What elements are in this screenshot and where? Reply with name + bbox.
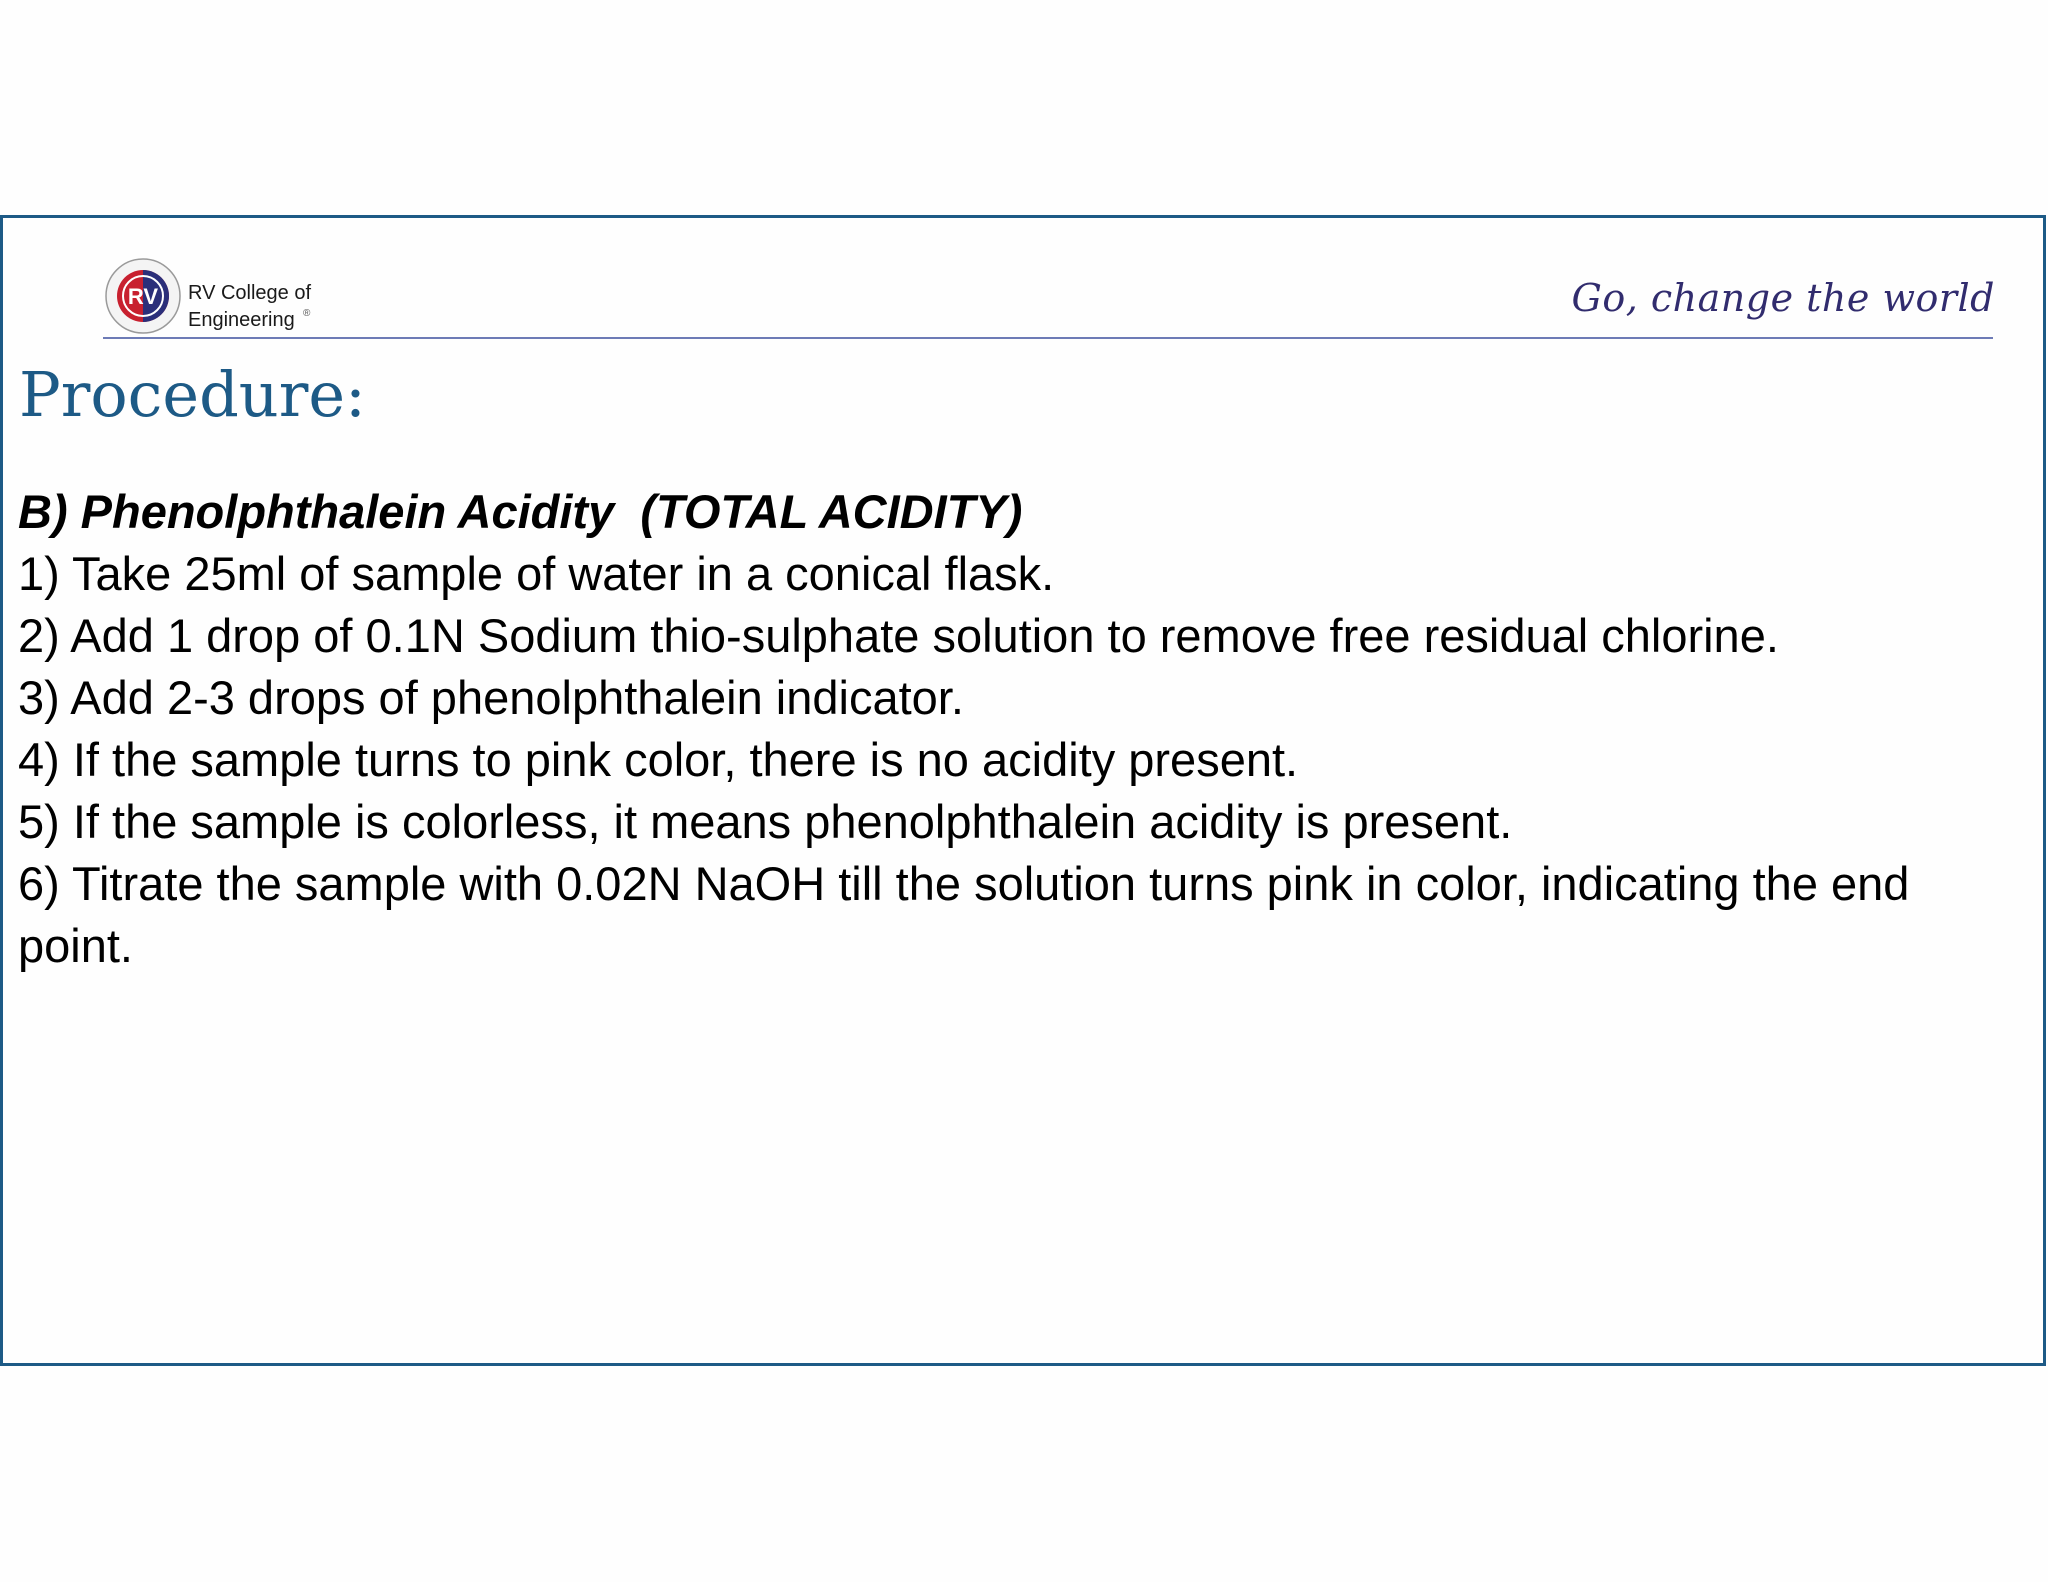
registered-mark: ® xyxy=(303,308,311,319)
slide-header xyxy=(103,246,1995,336)
rvce-logo xyxy=(103,256,183,336)
tagline: Go, change the world xyxy=(1571,276,1995,320)
section-heading: B) Phenolphthalein Acidity (TOTAL ACIDITY) xyxy=(18,485,1023,538)
institution-name xyxy=(188,280,311,334)
institution-name-line2: Engineering xyxy=(188,309,295,331)
procedure-step: 6) Titrate the sample with 0.02N NaOH till the solution turns pink in color, indicating the end point. xyxy=(18,857,1910,972)
procedure-step: 1) Take 25ml of sample of water in a conical flask. xyxy=(18,547,1055,600)
header-divider xyxy=(103,337,1993,339)
rvce-logo-icon xyxy=(103,256,183,336)
institution-name-line1: RV College of xyxy=(188,282,312,304)
procedure-step: 5) If the sample is colorless, it means phenolphthalein acidity is present. xyxy=(18,795,1513,848)
procedure-step: 3) Add 2-3 drops of phenolphthalein indicator. xyxy=(18,671,964,724)
slide-frame xyxy=(0,215,2046,1366)
procedure-step: 4) If the sample turns to pink color, there is no acidity present. xyxy=(18,733,1299,786)
slide-title: Procedure: xyxy=(19,358,366,431)
procedure-content xyxy=(18,481,2028,977)
logo-badge-text: RV xyxy=(127,284,159,309)
procedure-step: 2) Add 1 drop of 0.1N Sodium thio-sulphate solution to remove free residual chlorine. xyxy=(18,609,1779,662)
